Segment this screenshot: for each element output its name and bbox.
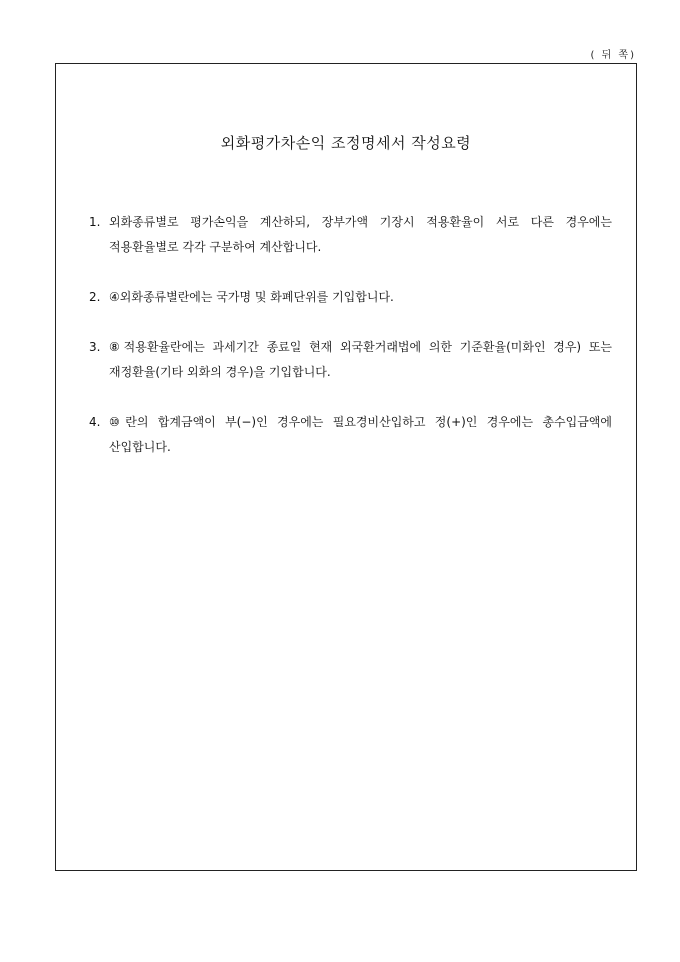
- item-text: 외화종류별로 평가손익을 계산하되, 장부가액 기장시 적용환율이 서로 다른 경우에는 적용환율별로 각각 구분하여 계산합니다.: [109, 215, 612, 254]
- document-title: 외화평가차손익 조정명세서 작성요령: [220, 134, 472, 152]
- item-text: ⑩란의 합계금액이 부(−)인 경우에는 필요경비산입하고 정(+)인 경우에는 총수입금액에 산입합니다.: [109, 415, 612, 454]
- item-number: 1.: [89, 215, 101, 229]
- page-side-label: ( 뒤 쪽): [590, 50, 636, 61]
- instruction-item-2: [89, 285, 612, 310]
- item-text: ⑧적용환율란에는 과세기간 종료일 현재 외국환거래법에 의한 기준환율(미화인 경우) 또는 재정환율(기타 외화의 경우)을 기입합니다.: [109, 340, 612, 379]
- item-text: ④외화종류별란에는 국가명 및 화폐단위를 기입합니다.: [109, 290, 394, 304]
- item-number: 2.: [89, 290, 101, 304]
- instruction-list: [89, 210, 612, 485]
- item-number: 4.: [89, 415, 101, 429]
- document-frame: [55, 63, 637, 871]
- item-number: 3.: [89, 340, 101, 354]
- instruction-item-3: [89, 335, 612, 385]
- instruction-item-4: [89, 410, 612, 460]
- instruction-item-1: [89, 210, 612, 260]
